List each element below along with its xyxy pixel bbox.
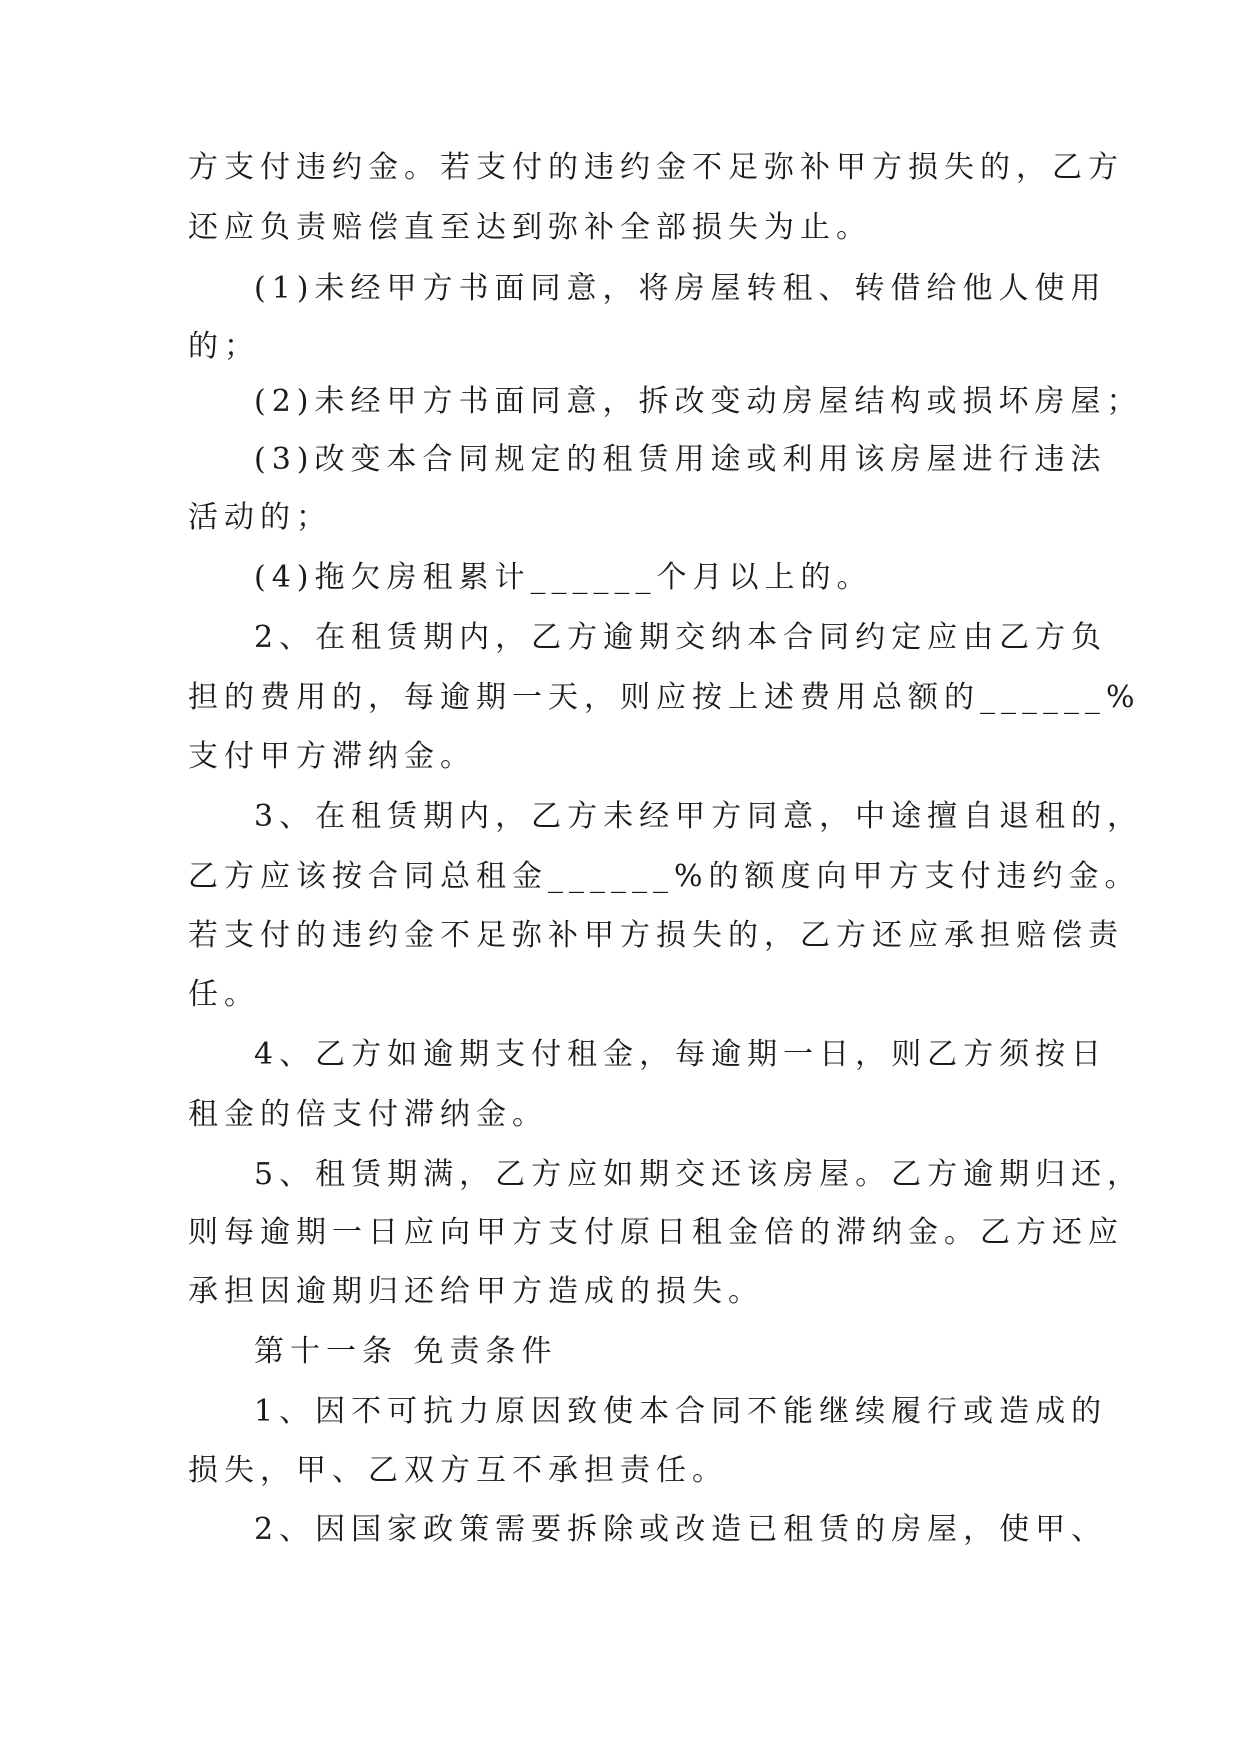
text-line: 支付甲方滞纳金。 [188,739,476,774]
text-line: 承担因逾期归还给甲方造成的损失。 [188,1274,764,1309]
text-line: 若支付的违约金不足弥补甲方损失的，乙方还应承担赔偿责 [188,918,1124,953]
text-line: 的； [188,329,260,364]
text-line: 则每逾期一日应向甲方支付原日租金倍的滞纳金。乙方还应 [188,1215,1124,1250]
text-line: 方支付违约金。若支付的违约金不足弥补甲方损失的，乙方 [188,150,1124,185]
text-line: 还应负责赔偿直至达到弥补全部损失为止。 [188,210,872,245]
text-line: 5、租赁期满，乙方应如期交还该房屋。乙方逾期归还， [254,1157,1144,1192]
text-line: 损失，甲、乙双方互不承担责任。 [188,1453,728,1488]
text-line: 4、乙方如逾期支付租金，每逾期一日，则乙方须按日 [254,1037,1108,1072]
text-line: 乙方应该按合同总租金______%的额度向甲方支付违约金。 [188,859,1141,894]
text-line: 2、因国家政策需要拆除或改造已租赁的房屋，使甲、 [254,1512,1108,1547]
text-line: 3、在租赁期内，乙方未经甲方同意，中途擅自退租的， [254,799,1144,834]
text-line: 1、因不可抗力原因致使本合同不能继续履行或造成的 [254,1394,1108,1429]
text-line: (2)未经甲方书面同意，拆改变动房屋结构或损坏房屋； [254,384,1143,419]
text-line: 2、在租赁期内，乙方逾期交纳本合同约定应由乙方负 [254,620,1108,655]
text-line: 活动的； [188,500,332,535]
text-line: (3)改变本合同规定的租赁用途或利用该房屋进行违法 [254,442,1107,477]
text-line: (4)拖欠房租累计______个月以上的。 [254,560,873,595]
text-line: 任。 [188,977,260,1012]
section-heading: 第十一条 免责条件 [254,1334,558,1369]
text-line: (1)未经甲方书面同意，将房屋转租、转借给他人使用 [254,271,1107,306]
text-line: 担的费用的，每逾期一天，则应按上述费用总额的______% [188,680,1141,715]
text-line: 租金的倍支付滞纳金。 [188,1097,548,1132]
